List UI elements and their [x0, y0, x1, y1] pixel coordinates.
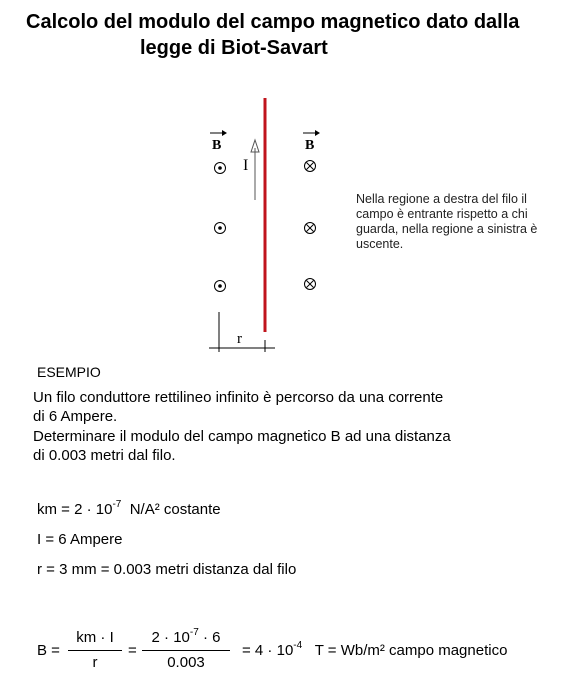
example-text-line2: di 6 Ampere. — [33, 408, 118, 425]
distance-value: r = 3 mm = 0.003 metri distanza dal filo — [37, 561, 297, 578]
current-value: I = 6 Ampere — [37, 531, 123, 548]
field-label-right — [303, 130, 320, 153]
field-in-symbol — [305, 223, 316, 234]
example-text-line4: di 0.003 metri dal filo. — [33, 447, 176, 464]
page-title: Calcolo del modulo del campo magnetico dato dalla — [26, 11, 520, 33]
formula-lhs: B = — [37, 642, 60, 659]
example-text-line3: Determinare il modulo del campo magnetico B ad una distanza — [33, 428, 451, 445]
field-in-symbol — [305, 161, 316, 172]
formula-result: = $4 \cdot 10^{-4}$ T = Wb/m² campo magnetico — [242, 640, 508, 659]
example-text-line1: Un filo conduttore rettilineo infinito è percorso da una corrente — [33, 389, 444, 406]
field-direction-note: Nella regione a destra del filo il campo è entrante rispetto a chi guarda, nella regione a sinistra è uscente. — [356, 192, 538, 251]
example-heading: ESEMPIO — [37, 364, 101, 380]
distance-label: r — [237, 331, 242, 347]
field-in-symbol — [305, 279, 316, 290]
current-arrow — [251, 140, 259, 200]
svg-text:B: B — [212, 138, 222, 153]
field-out-symbol — [215, 281, 226, 292]
fraction-substituted: $2 \cdot 10^{-7} \cdot 6$ 0.003 — [142, 628, 230, 673]
field-out-symbol — [215, 223, 226, 234]
fraction-km-i-over-r: km · I r — [68, 628, 122, 673]
field-label-left — [210, 130, 227, 153]
formula-equals: = — [128, 642, 137, 659]
constant-km: km = $2 \cdot 10^{-7}$ N/A² costante — [37, 499, 221, 518]
field-out-symbol — [215, 163, 226, 174]
current-label: I — [243, 157, 249, 174]
page-subtitle: legge di Biot-Savart — [140, 37, 328, 59]
svg-text:B: B — [305, 138, 315, 153]
